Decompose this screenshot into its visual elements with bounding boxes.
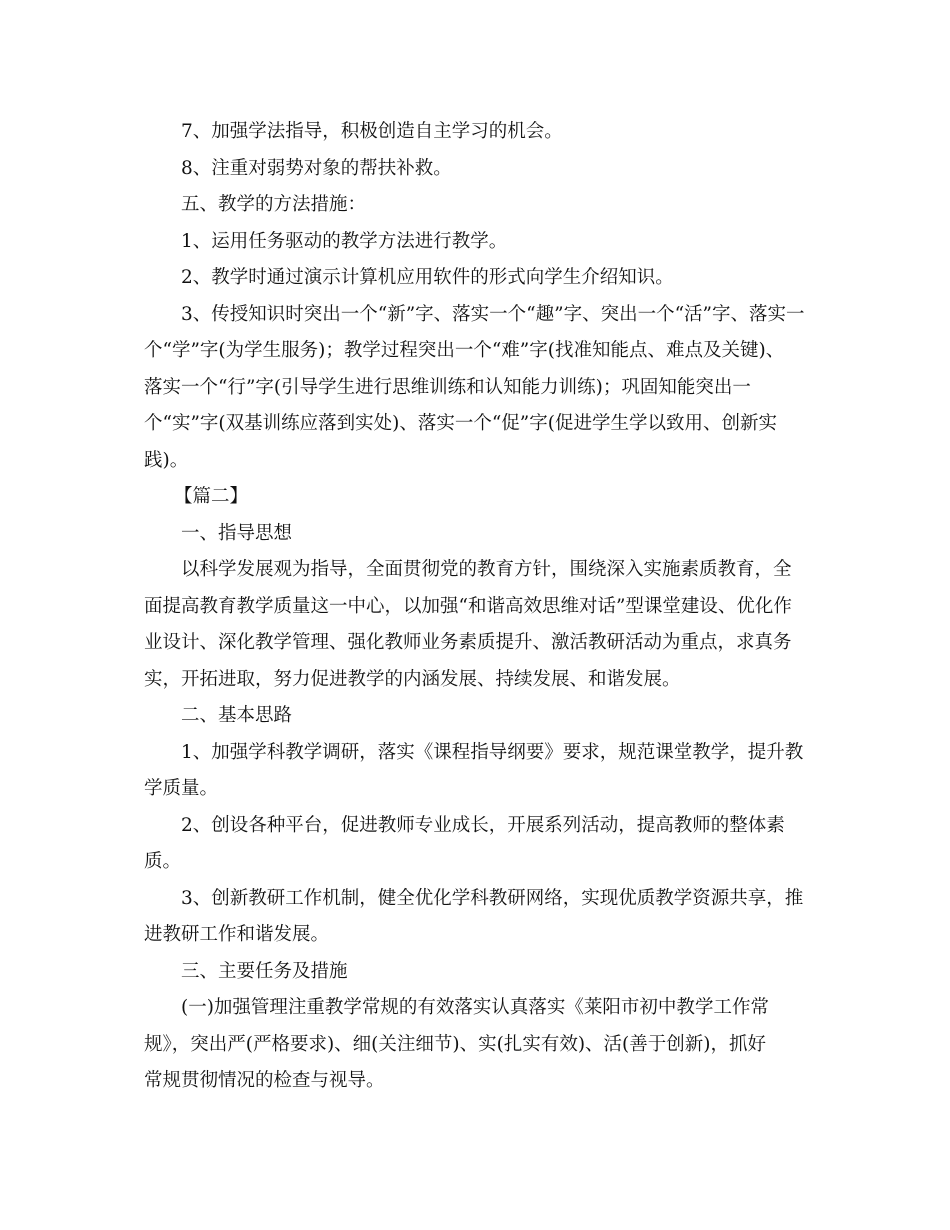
text-line: 1、加强学科教学调研，落实《课程指导纲要》要求，规范课堂教学，提升教 — [181, 741, 804, 763]
section-heading-main-tasks — [144, 954, 809, 991]
text-line: 【篇二】 — [174, 486, 249, 507]
text-line: 2、创设各种平台，促进教师专业成长，开展系列活动，提高教师的整体素 — [181, 814, 785, 836]
section-heading-basic-ideas — [144, 698, 809, 735]
text-line: 以科学发展观为指导，全面贯彻党的教育方针，围绕深入实施素质教育，全 — [181, 559, 792, 580]
text-line: 五、教学的方法措施： — [181, 194, 367, 215]
text-line: 业设计、深化教学管理、强化教师业务素质提升、激活教研活动为重点，求真务 — [144, 632, 792, 653]
part-two-heading — [144, 479, 809, 516]
text-line: 常规贯彻情况的检查与视导。 — [144, 1070, 385, 1091]
text-line: 二、基本思路 — [181, 705, 293, 726]
text-line: 3、创新教研工作机制，健全优化学科教研网络，实现优质教学资源共享，推 — [181, 887, 804, 909]
paragraph-method-3 — [144, 297, 809, 480]
paragraph-method-2 — [144, 260, 809, 297]
section-heading-guiding-ideology — [144, 516, 809, 553]
text-line: 1、运用任务驱动的教学方法进行教学。 — [181, 230, 508, 252]
paragraph-item-7 — [144, 114, 809, 151]
text-line: 2、教学时通过演示计算机应用软件的形式向学生介绍知识。 — [181, 267, 674, 288]
text-line: 三、主要任务及措施 — [181, 960, 348, 982]
paragraph-idea-3 — [144, 881, 809, 954]
text-line: 一、指导思想 — [181, 522, 293, 544]
text-line: 7、加强学法指导，积极创造自主学习的机会。 — [181, 121, 563, 142]
text-line: 个“学”字(为学生服务)；教学过程突出一个“难”字(找准知能点、难点及关键)、 — [144, 340, 785, 361]
text-line: (一)加强管理注重教学常规的有效落实认真落实《莱阳市初中教学工作常 — [181, 997, 769, 1018]
text-line: 落实一个“行”字(引导学生进行思维训练和认知能力训练)；巩固知能突出一 — [144, 376, 751, 398]
text-line: 实，开拓进取，努力促进教学的内涵发展、持续发展、和谐发展。 — [144, 668, 681, 690]
paragraph-guiding-ideology — [144, 552, 809, 698]
text-line: 8、注重对弱势对象的帮扶补救。 — [181, 157, 452, 179]
text-line: 质。 — [144, 851, 182, 872]
paragraph-item-8 — [144, 151, 809, 188]
text-line: 进教研工作和谐发展。 — [144, 924, 330, 945]
paragraph-idea-2 — [144, 808, 809, 881]
paragraph-task-1 — [144, 990, 809, 1100]
text-line: 3、传授知识时突出一个“新”字、落实一个“趣”字、突出一个“活”字、落实一 — [181, 303, 805, 325]
text-line: 学质量。 — [144, 778, 219, 799]
paragraph-method-1 — [144, 224, 809, 261]
text-line: 践)。 — [144, 449, 189, 471]
text-line: 面提高教育教学质量这一中心，以加强“和谐高效思维对话”型课堂建设、优化作 — [144, 595, 792, 617]
text-line: 个“实”字(双基训练应落到实处)、落实一个“促”字(促进学生学以致用、创新实 — [144, 413, 777, 434]
section-heading-methods — [144, 187, 809, 224]
text-line: 规》，突出严(严格要求)、细(关注细节)、实(扎实有效)、活(善于创新)，抓好 — [144, 1033, 766, 1055]
paragraph-idea-1 — [144, 735, 809, 808]
document-page — [144, 114, 809, 1100]
